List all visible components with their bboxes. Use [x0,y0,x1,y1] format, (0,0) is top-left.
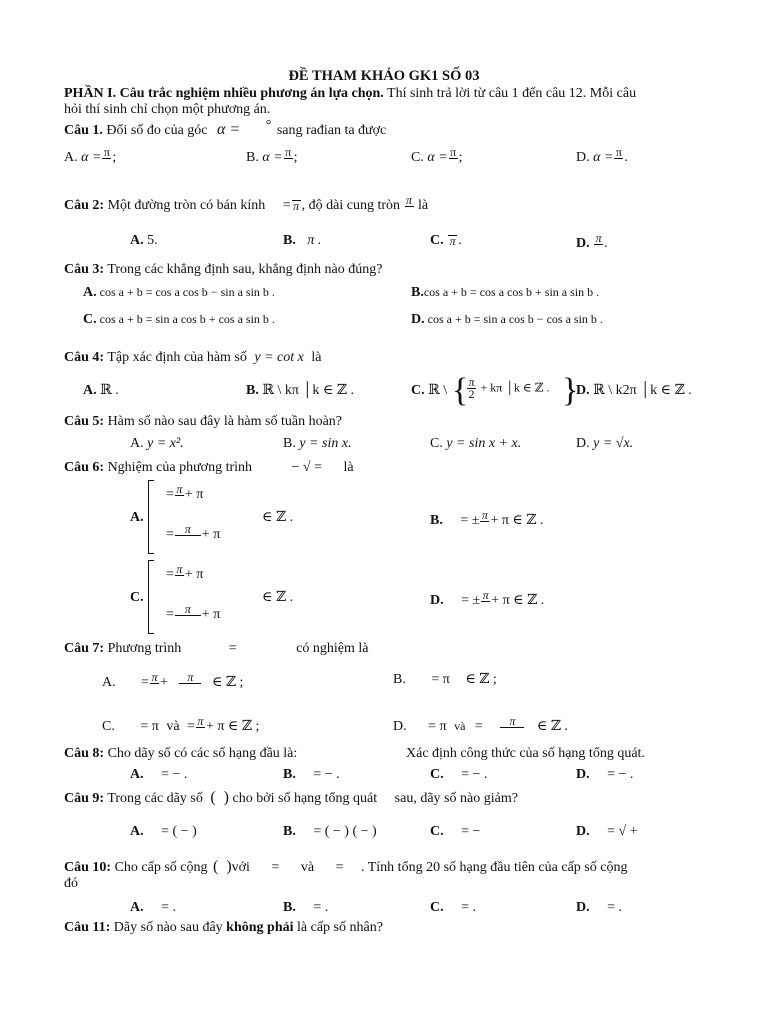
question-text-b: là [343,460,354,475]
option-expr: y = x². [147,436,184,451]
q1-option-c[interactable] [411,147,463,169]
option-expr: cos a + b = sin a cos b − cos a sin b . [427,312,603,326]
option-letter: B. [283,824,296,839]
question-text: Hàm số nào sau đây là hàm số tuần hoàn? [107,414,343,429]
option-letter: C. [83,312,97,327]
option-letter: A. [102,675,116,691]
question-text: Nghiệm của phương trình [107,460,253,475]
option-expr: cos a + b = cos a cos b + sin a sin b . [423,285,600,299]
math-tail: + π [201,607,221,623]
q4-option-d[interactable] [576,383,692,399]
math-eq: = [166,607,174,623]
q3-option-b[interactable] [411,284,599,301]
fraction-den: π [293,199,300,213]
option-expr: = − . [461,767,488,782]
option-expr: = − . [161,767,188,782]
question-text: Tập xác định của hàm số [107,350,247,365]
fraction [449,147,458,169]
option-expr: = . [313,900,329,915]
q8-option-d[interactable] [576,767,633,783]
q1-option-a[interactable] [64,147,116,169]
option-letter: B. [411,285,424,300]
option-tail: . [624,150,628,166]
question-8-text-b: Xác định công thức của số hạng tổng quát. [406,746,645,761]
question-text: Đổi số đo của góc [106,123,208,138]
option-letter: B. [283,436,296,451]
question-label: Câu 9: [64,791,105,806]
bracket [148,480,154,554]
q5-option-b[interactable] [283,436,352,452]
option-letter: B. [283,900,296,915]
fraction-num: π [468,375,475,389]
fraction-num: π [481,508,488,522]
q10-option-d[interactable] [576,900,622,916]
question-label: Câu 6: [64,460,105,475]
math-mid: + [160,675,168,691]
option-expr: = ( − ) [161,824,197,839]
math-eq: = [166,487,174,503]
question-2 [64,195,428,217]
q6-a-set: ∈ ℤ . [262,510,294,525]
option-letter: A. [130,900,144,915]
option-letter: C. [430,767,444,782]
option-letter: D. [576,824,590,839]
fraction-num: π [103,145,110,159]
q10-option-a[interactable] [130,900,176,916]
question-text: Dãy số nào sau đây [113,920,223,935]
option-letter: A. [130,436,144,451]
fraction [179,672,201,694]
option-expr: = . [607,900,623,915]
question-text: Một đường tròn có bán kính [107,198,266,214]
question-4 [64,350,321,366]
question-text-c: sau, dãy số nào giảm? [394,791,518,806]
math-pre: = [141,675,150,691]
q9-option-c[interactable] [430,824,480,840]
option-letter: D. [576,150,590,166]
option-expr: = − [461,824,481,839]
math-eq: = [282,198,291,214]
fraction [292,200,301,212]
q3-option-c[interactable] [83,311,275,328]
q10-option-c[interactable] [430,900,476,916]
option-letter: D. [576,900,590,915]
option-lhs: α = [593,150,614,166]
option-lhs: α = [262,150,283,166]
question-11 [64,920,383,936]
question-label: Câu 7: [64,641,105,656]
fraction-num: π [482,588,489,602]
math-eq: − √ = [291,460,323,475]
option-letter: A. [130,767,144,782]
fraction-den [287,159,289,169]
option-letter: D. [411,312,425,327]
fraction [448,235,457,247]
part-instructions-cont: hỏi thí sinh chỉ chọn một phương án. [64,102,271,117]
fraction [196,716,205,738]
option-expr: ℝ \ k2π │k ∈ ℤ . [593,383,692,398]
option-letter: C. [430,436,443,451]
option-letter: D. [393,719,407,735]
option-expr-post: + kπ │k ∈ ℤ . [480,380,550,395]
q5-option-c[interactable] [430,436,521,452]
q2-option-a[interactable] [130,233,158,249]
option-lhs: α = [81,150,102,166]
question-label: Câu 10: [64,860,112,875]
option-expr-pre: ℝ \ [428,383,448,398]
math-eq: = [228,641,237,656]
question-label: Câu 11: [64,920,111,935]
fraction [175,524,201,546]
q7-option-a[interactable] [102,672,243,694]
fraction-num: π [176,482,183,496]
word-va: và [166,719,180,735]
math-func: y = cot x [254,350,304,365]
question-label: Câu 2: [64,198,105,214]
fraction [594,233,603,255]
bracket [148,560,154,634]
part-instructions: Thí sinh trả lời từ câu 1 đến câu 12. Mỗi câu [383,86,637,101]
option-expr: y = √x. [593,436,634,451]
question-5 [64,414,342,430]
option-tail: ; [293,150,298,166]
option-letter: C. [430,233,444,248]
option-letter: D. [576,383,590,398]
fraction-num: π [184,522,191,536]
fraction [175,484,184,506]
option-letter: B. [393,672,406,687]
fraction [467,377,476,400]
q4-option-c-frac [466,377,549,400]
curly-brace-close: } [562,372,579,409]
q3-option-d[interactable] [411,311,603,328]
q6-c-set: ∈ ℤ . [262,590,294,605]
fraction-den [452,159,454,169]
fraction-num: π [197,714,204,728]
fraction-num: π [285,145,292,159]
option-expr: ℝ . [100,383,119,398]
option-tail: ; [458,150,463,166]
question-text-b: , độ dài cung tròn [301,198,401,214]
paren-close: ) [226,858,232,875]
math-post: + π ∈ ℤ ; [205,719,260,735]
option-expr: cos a + b = sin a cos b + cos a sin b . [99,312,275,326]
question-text: Trong các khẳng định sau, khẳng định nào đúng? [107,262,383,277]
paren-open: ( [210,789,216,806]
option-letter: D. [430,593,444,609]
question-label: Câu 5: [64,414,105,429]
math-alpha: α = [217,121,241,138]
question-text: Cho dãy số có các số hạng đầu là: [107,746,298,761]
question-text-b: là [311,350,322,365]
q6-option-d[interactable] [430,590,544,612]
option-expr: y = sin x. [299,436,352,451]
question-text-c: là [418,198,429,214]
question-text-b: là cấp số nhân? [297,920,383,935]
q6-c-line1 [166,564,203,586]
math-pre: = π [431,672,450,687]
option-letter: D. [576,236,590,252]
question-text: Cho cấp số cộng [114,860,208,875]
fraction-den: π [449,233,456,248]
option-letter: A. [83,285,97,300]
option-letter: A. [130,510,144,525]
option-letter: C. [430,900,444,915]
q6-c-line2 [166,604,220,626]
option-expr: ℝ \ kπ │k ∈ ℤ . [262,383,354,398]
fraction-num: π [151,670,158,684]
question-8 [64,746,297,762]
fraction [102,147,111,169]
q6-option-c[interactable] [130,590,144,606]
math-tail: + π [184,567,204,583]
question-label: Câu 8: [64,746,105,761]
fraction [614,147,623,169]
option-value: 5. [147,233,158,248]
option-tail: . [458,233,462,248]
q7-option-d[interactable] [393,716,568,738]
q5-option-d[interactable] [576,436,633,452]
question-text-b: có nghiệm là [296,641,369,656]
option-letter: B. [430,513,443,529]
degree-sign: ° [265,118,272,133]
math-pre: = ± [460,513,480,529]
question-label: Câu 1. [64,123,103,138]
option-letter: D. [576,767,590,782]
q4-option-b[interactable] [246,383,354,399]
q6-option-a[interactable] [130,510,144,526]
option-expr: = − . [313,767,340,782]
math-post: ∈ ℤ ; [211,675,244,691]
question-3 [64,262,382,278]
question-10 [64,859,627,876]
math-pre: = π [428,719,447,735]
fraction-den [618,159,620,169]
option-letter: D. [576,436,590,451]
math-eq: = [271,860,280,875]
q8-option-b[interactable] [283,767,340,783]
fraction [175,604,201,626]
fraction-num: π [187,670,194,684]
question-7 [64,641,369,657]
math-eq: = [166,567,174,583]
q2-option-d[interactable] [576,233,608,255]
question-emphasis: không phải [226,920,294,935]
q6-a-line1 [166,484,203,506]
option-expr: = . [161,900,177,915]
option-letter: C. [411,383,425,398]
question-text-b: cho bởi số hạng tổng quát [232,791,378,806]
option-letter: B. [246,383,259,398]
q1-option-b[interactable] [246,147,298,169]
q7-option-c[interactable] [102,716,259,738]
q8-option-c[interactable] [430,767,487,783]
exam-title: ĐỀ THAM KHẢO GK1 SỐ 03 [288,68,480,84]
math-eq: = [166,527,174,543]
option-value: π . [307,233,322,248]
q6-a-line2 [166,524,220,546]
math-eq: = [335,860,344,875]
option-letter: A. [130,233,144,248]
fraction-den [106,159,108,169]
question-9 [64,790,518,807]
math-post: ∈ ℤ . [536,719,568,735]
fraction-num: π [450,145,457,159]
fraction [284,147,293,169]
math-post: ∈ ℤ ; [465,672,497,687]
option-tail: . [604,236,608,252]
q9-option-d[interactable] [576,824,638,840]
option-expr: = ( − ) ( − ) [313,824,377,839]
fraction [500,716,524,738]
math-post: + π ∈ ℤ . [491,593,545,609]
option-letter: B. [283,233,296,248]
fraction-num: π [176,562,183,576]
fraction-den: 2 [468,387,475,401]
q5-option-a[interactable] [130,436,184,452]
q2-option-b[interactable] [283,233,321,249]
question-10-text-d: đó [64,876,78,891]
option-expr: = √ + [607,824,638,839]
q6-option-b[interactable] [430,510,543,532]
question-text-b: với [231,860,250,875]
math-tail: + π [184,487,204,503]
fraction [480,510,489,532]
q3-option-a[interactable] [83,284,275,301]
option-tail: ; [112,150,117,166]
q7-option-b[interactable] [393,672,497,688]
question-label: Câu 3: [64,262,105,277]
option-letter: C. [130,590,144,605]
option-expr: = − . [607,767,634,782]
option-letter: C. [430,824,444,839]
q9-option-a[interactable] [130,824,197,840]
math-pre2: = [187,719,195,735]
math-pre: = π [140,719,159,735]
question-text-b: sang rađian ta được [276,123,387,138]
word-va: và [300,860,315,875]
option-lhs: α = [427,150,448,166]
fraction [175,564,184,586]
option-letter: A. [83,383,97,398]
math-post: + π ∈ ℤ . [490,513,544,529]
q1-option-d[interactable] [576,147,628,169]
fraction-num: π [615,145,622,159]
fraction-num: π [406,193,413,207]
q10-option-b[interactable] [283,900,328,916]
question-text: Trong các dãy số [107,791,203,806]
question-6 [64,460,354,476]
option-letter: B. [283,767,296,782]
part-label: PHẦN I. Câu trắc nghiệm nhiều phương án lựa chọn. [64,86,384,101]
question-1 [64,118,387,139]
math-pre2: = [474,719,483,735]
math-pre: = ± [461,593,481,609]
question-label: Câu 4: [64,350,105,365]
option-letter: A. [64,150,78,166]
question-text: Phương trình [107,641,182,656]
word-va: và [454,719,466,734]
math-tail: + π [201,527,221,543]
fraction-num: π [184,602,191,616]
q2-option-c[interactable] [430,233,462,249]
paren-open: ( [213,858,219,875]
q8-option-a[interactable] [130,767,187,783]
option-expr: cos a + b = cos a cos b − sin a sin b . [99,285,275,299]
option-expr: y = sin x + x. [446,436,522,451]
option-letter: A. [130,824,144,839]
q4-option-a[interactable] [83,383,119,399]
curly-brace-open: { [452,372,469,409]
fraction [405,195,414,217]
fraction-num: π [595,231,602,245]
option-letter: C. [411,150,424,166]
option-expr: = . [461,900,477,915]
fraction [481,590,490,612]
q4-option-c[interactable] [411,383,447,399]
q9-option-b[interactable] [283,824,377,840]
option-letter: C. [102,719,115,735]
paren-close: ) [223,789,229,806]
fraction [150,672,159,694]
part-heading [64,86,636,102]
question-text-c: . Tính tổng 20 số hạng đầu tiên của cấp số cộng [360,860,628,875]
option-letter: B. [246,150,259,166]
fraction-num: π [509,714,516,728]
